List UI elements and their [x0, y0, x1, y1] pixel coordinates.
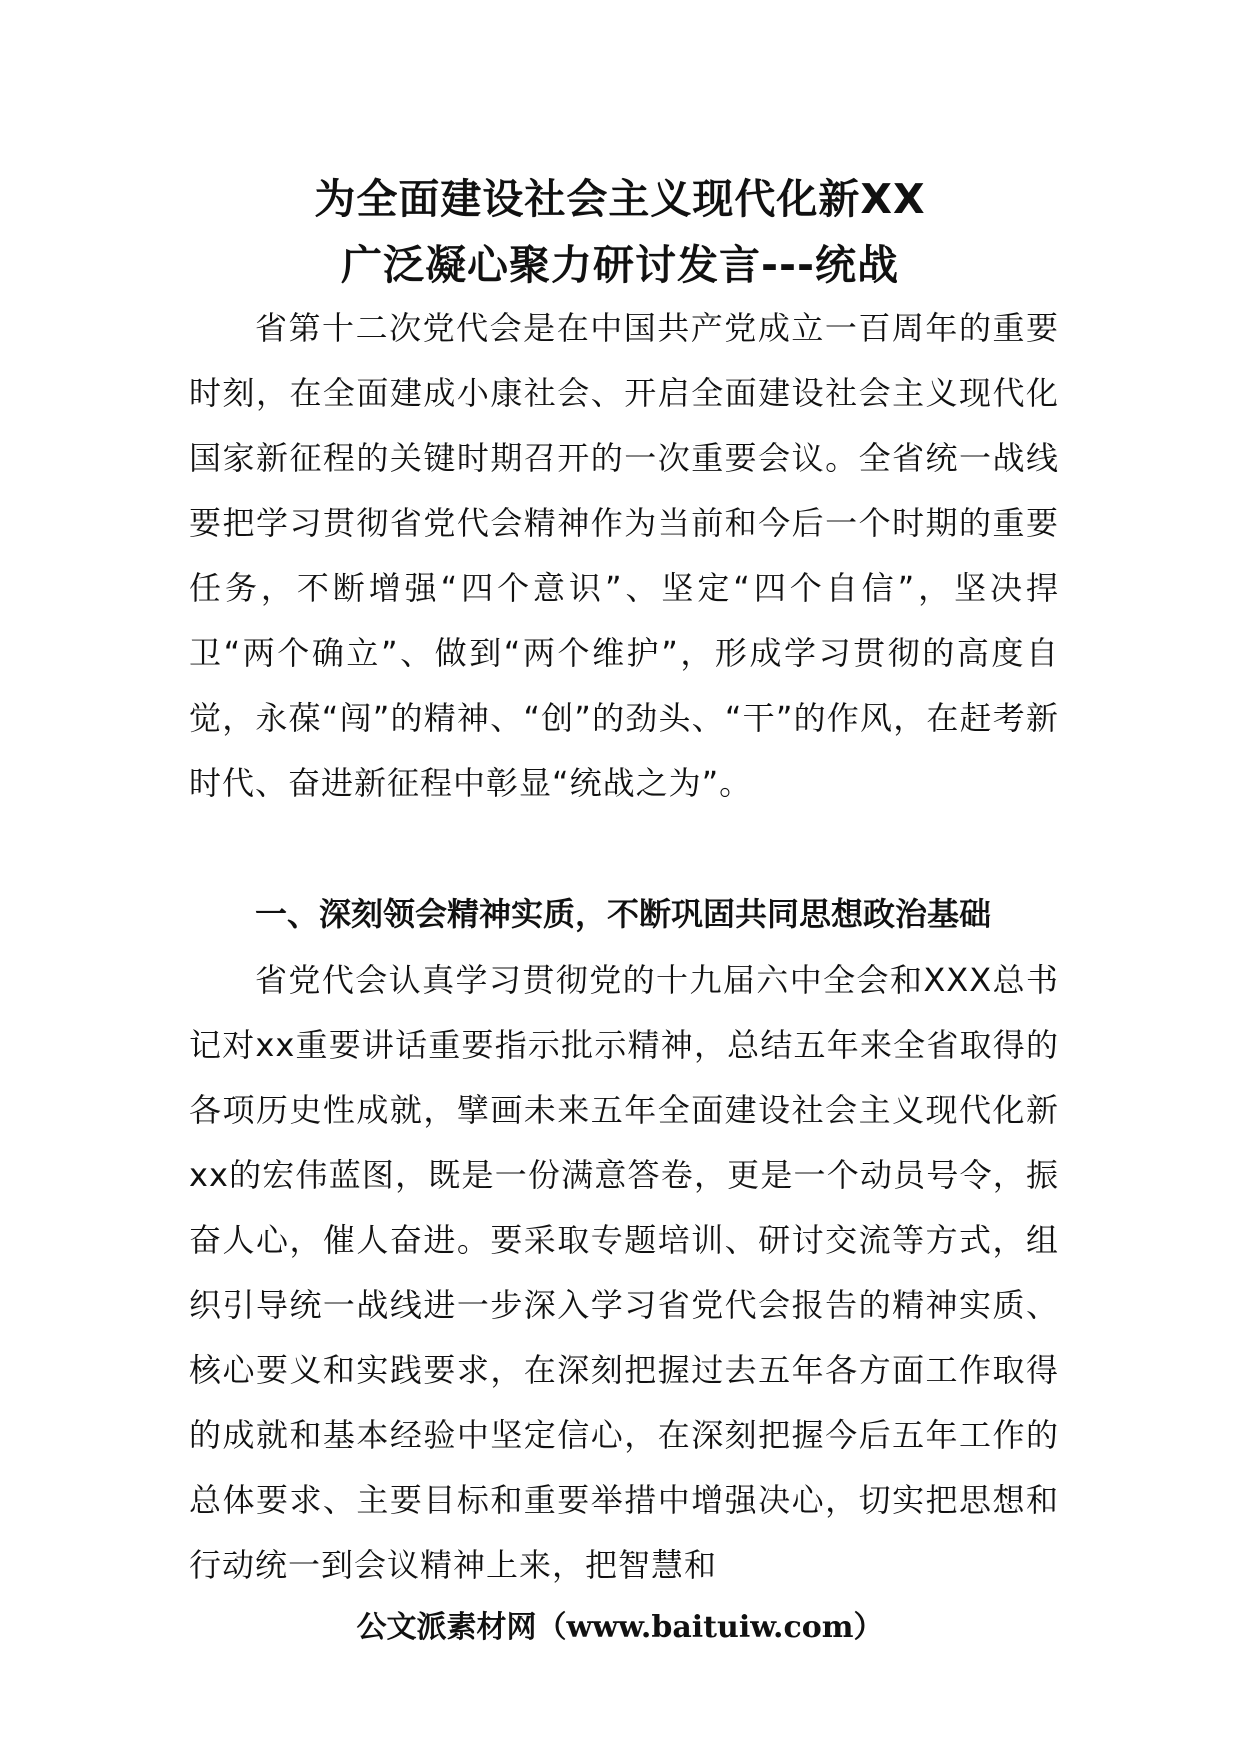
- section-heading-1: 一、深刻领会精神实质，不断巩固共同思想政治基础: [255, 895, 992, 933]
- body-paragraph-2: 省党代会认真学习贯彻党的十九届六中全会和XXX总书记对xx重要讲话重要指示批示精神，总结五年来全省取得的各项历史性成就，擘画未来五年全面建设社会主义现代化新xx的宏伟蓝图，既是一份满意答卷，更是一个动员号令，振奋人心，催人奋进。要采取专题培训、研讨交流等方式，组织引导统一战线进一步深入学习省党代会报告的精神实质、核心要义和实践要求，在深刻把握过去五年各方面工作取得的成就和基本经验中坚定信心，在深刻把握今后五年工作的总体要求、主要目标和重要举措中增强决心，切实把思想和行动统一到会议精神上来，把智慧和: [189, 961, 1059, 1584]
- body-paragraph-1: 省第十二次党代会是在中国共产党成立一百周年的重要时刻，在全面建成小康社会、开启全面建设社会主义现代化国家新征程的关键时期召开的一次重要会议。全省统一战线要把学习贯彻省党代会精神作为当前和今后一个时期的重要任务，不断增强“四个意识”、坚定“四个自信”，坚决捍卫“两个确立”、做到“两个维护”，形成学习贯彻的高度自觉，永葆“闯”的精神、“创”的劲头、“干”的作风，在赶考新时代、奋进新征程中彰显“统战之为”。: [189, 309, 1059, 802]
- document-title-line-1: 为全面建设社会主义现代化新XX: [314, 175, 926, 223]
- footer-watermark: 公文派素材网（www.baituiw.com）: [356, 1610, 884, 1645]
- document-title-line-2: 广泛凝心聚力研讨发言---统战: [340, 241, 900, 289]
